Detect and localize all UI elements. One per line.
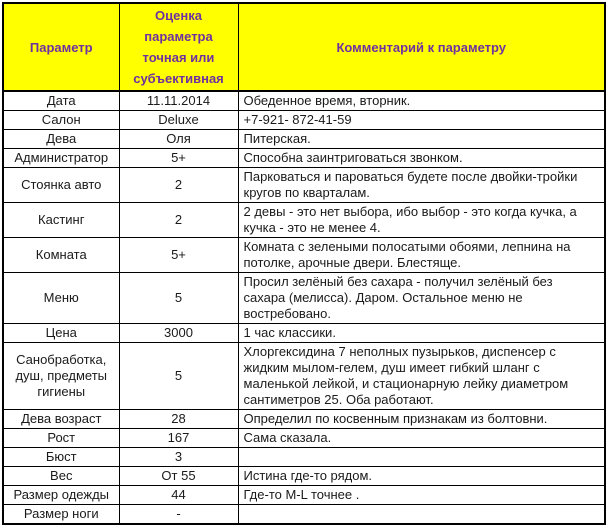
table-row-menu [3,273,605,324]
comment-cell [238,505,605,525]
param-cell: Цена [3,324,119,343]
param-cell: Комната [3,238,119,273]
document-page [0,2,608,521]
value-cell: 11.11.2014 [119,91,238,111]
table-row-administrator [3,149,605,168]
value-cell: 2 [119,168,238,203]
param-cell: Стоянка авто [3,168,119,203]
parameters-table [2,2,606,525]
value-cell: 5+ [119,238,238,273]
comment-cell: Просил зелёный без сахара - получил зелёный без сахара (мелисса). Даром. Остальное меню не востребовано. [238,273,605,324]
param-cell: Салон [3,111,119,130]
value-cell: 5 [119,343,238,410]
table-row-casting [3,203,605,238]
table-row-bust [3,448,605,467]
header-row [3,3,605,91]
value-cell: От 55 [119,467,238,486]
value-cell: 28 [119,410,238,429]
table-row-salon [3,111,605,130]
param-cell: Администратор [3,149,119,168]
comment-cell: Хлоргексидина 7 неполных пузырьков, диспенсер с жидким мылом-гелем, душ имеет гибкий шланг с маленькой лейкой, и стационарную лейку диаметром сантиметров 25. Оба работают. [238,343,605,410]
value-cell: 5 [119,273,238,324]
param-cell: Дата [3,91,119,111]
comment-cell: Комната с зелеными полосатыми обоями, лепнина на потолке, арочные двери. Блестяще. [238,238,605,273]
param-cell: Дева возраст [3,410,119,429]
table-row-sanitation [3,343,605,410]
value-cell: 44 [119,486,238,505]
comment-cell: Определил по косвенным признакам из болтовни. [238,410,605,429]
comment-cell: Истина где-то рядом. [238,467,605,486]
param-cell: Меню [3,273,119,324]
comment-cell: Где-то M-L точнее . [238,486,605,505]
comment-cell: Питерская. [238,130,605,149]
value-cell: Оля [119,130,238,149]
value-cell: 2 [119,203,238,238]
value-cell: Deluxe [119,111,238,130]
comment-cell: Способна заинтриговаться звонком. [238,149,605,168]
value-cell: 3000 [119,324,238,343]
param-cell: Рост [3,429,119,448]
column-header-score: Оценка параметра точная или субъективная [119,3,238,91]
table-row-parking [3,168,605,203]
value-cell: 5+ [119,149,238,168]
comment-cell: Парковаться и пароваться будете после двойки-тройки кругов по кварталам. [238,168,605,203]
comment-cell: +7-921- 872-41-59 [238,111,605,130]
table-row-room [3,238,605,273]
column-header-comment: Комментарий к параметру [238,3,605,91]
table-row-price [3,324,605,343]
comment-cell: 1 час классики. [238,324,605,343]
comment-cell [238,448,605,467]
table-body [3,91,605,524]
param-cell: Размер ноги [3,505,119,525]
param-cell: Кастинг [3,203,119,238]
param-cell: Вес [3,467,119,486]
comment-cell: 2 девы - это нет выбора, ибо выбор - это когда кучка, а кучка - это не менее 4. [238,203,605,238]
value-cell: - [119,505,238,525]
table-row-weight [3,467,605,486]
table-row-deva [3,130,605,149]
table-row-clothing-size [3,486,605,505]
table-header [3,3,605,91]
param-cell: Размер одежды [3,486,119,505]
param-cell: Санобработка, душ, предметы гигиены [3,343,119,410]
param-cell: Бюст [3,448,119,467]
table-row-height [3,429,605,448]
comment-cell: Обеденное время, вторник. [238,91,605,111]
value-cell: 3 [119,448,238,467]
table-row-age [3,410,605,429]
table-row-date [3,91,605,111]
value-cell: 167 [119,429,238,448]
param-cell: Дева [3,130,119,149]
column-header-parameter: Параметр [3,3,119,91]
table-row-shoe-size [3,505,605,525]
comment-cell: Сама сказала. [238,429,605,448]
